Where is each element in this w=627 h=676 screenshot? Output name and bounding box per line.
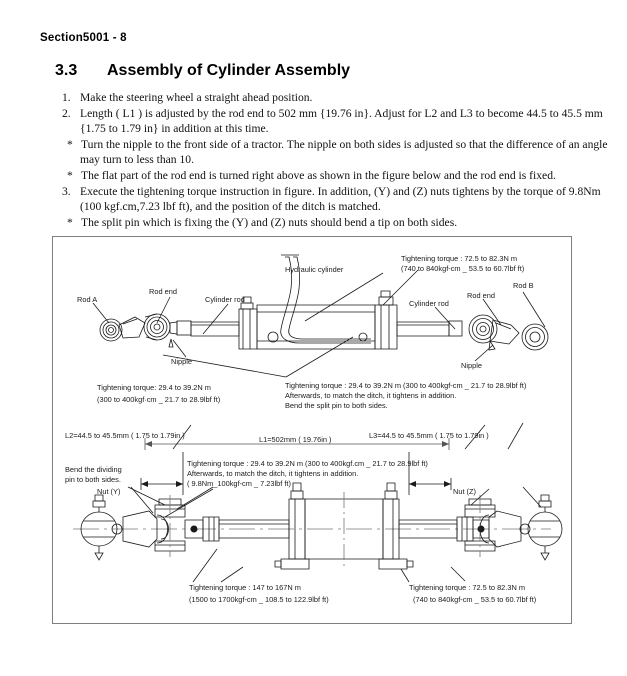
list-text: Length ( L1 ) is adjusted by the rod end to 502 mm {19.76 in}. Adjust for L2 and L3 to become 44.5 to 45.5 mm [80, 106, 603, 120]
torque-note-lower-left-line2: (1500 to 1700kgf-cm _ 108.5 to 122.9lbf ft) [189, 595, 329, 604]
torque-note-lower-left-line1: Tightening torque : 147 to 167N m [189, 583, 301, 592]
dimension-l2: L2=44.5 to 45.5mm ( 1.75 to 1.79in ) [65, 431, 185, 440]
torque-note-upper-mid-line1: Tightening torque : 29.4 to 39.2N m (300 to 400kgf-cm _ 21.7 to 28.9lbf ft) [285, 381, 527, 390]
list-text: The split pin which is fixing the (Y) and (Z) nuts should bend a tip on both sides. [81, 215, 458, 229]
torque-note-lower-mid-line3: ( 9.8Nm_100kgf-cm _ 7.23lbf ft) [187, 479, 291, 488]
label-nipple-left: Nipple [171, 357, 192, 366]
label-nut-z: Nut (Z) [453, 487, 476, 496]
torque-note-upper-right-line2: (740 to 840kgf-cm _ 53.5 to 60.7lbf ft) [401, 264, 525, 273]
list-marker: * [67, 168, 73, 182]
torque-note-lower-mid-line2: Afterwards, to match the ditch, it tightens in addition. [187, 469, 359, 478]
label-rod-a: Rod A [77, 295, 98, 304]
list-marker: 3. [62, 184, 71, 198]
list-item [62, 106, 618, 122]
torque-note-lower-right-line1: Tightening torque : 72.5 to 82.3N m [409, 583, 525, 592]
section-title-text: Assembly of Cylinder Assembly [107, 62, 351, 79]
page-header: Section5001 - 8 [40, 32, 127, 44]
dimension-l3: L3=44.5 to 45.5mm ( 1.75 to 1.79in ) [369, 431, 489, 440]
label-nut-y: Nut (Y) [97, 487, 121, 496]
torque-note-upper-mid-line3: Bend the split pin to both sides. [285, 401, 388, 410]
list-marker: 2. [62, 106, 71, 120]
torque-note-upper-left-line2: (300 to 400kgf·cm _ 21.7 to 28.9lbf ft) [97, 395, 221, 404]
list-item [62, 184, 618, 200]
label-cylinder-rod-left: Cylinder rod [205, 295, 245, 304]
instruction-list [62, 90, 618, 230]
list-item [62, 215, 618, 231]
list-item [62, 168, 618, 184]
list-item [62, 90, 618, 106]
list-text: Make the steering wheel a straight ahead position. [80, 91, 313, 104]
label-rod-end-left: Rod end [149, 287, 177, 296]
list-marker: * [67, 215, 73, 229]
label-rod-b: Rod B [513, 281, 534, 290]
torque-note-upper-left-line1: Tightening torque: 29.4 to 39.2N m [97, 383, 211, 392]
label-cylinder-rod-right: Cylinder rod [409, 299, 449, 308]
list-marker: * [67, 137, 73, 151]
label-hydraulic-cylinder: Hydraulic cylinder [285, 265, 344, 274]
dimension-l1: L1=502mm ( 19.76in ) [259, 435, 332, 444]
list-marker: 1. [62, 91, 71, 104]
list-text: The flat part of the rod end is turned right above as shown in the figure below and the rod end is fixed. [81, 168, 556, 182]
label-rod-end-right: Rod end [467, 291, 495, 300]
list-text: Turn the nipple to the front side of a tractor. The nipple on both sides is adjusted so that the difference of an angle [81, 137, 608, 151]
section-number: 3.3 [55, 62, 78, 79]
list-text-cont: {1.75 to 1.79 in} in addition at this time. [80, 122, 269, 136]
torque-note-upper-mid-line2: Afterwards, to match the ditch, it tightens in addition. [285, 391, 457, 400]
torque-note-upper-right-line1: Tightening torque : 72.5 to 82.3N m [401, 254, 517, 263]
torque-note-lower-right-line2: (740 to 840kgf-cm _ 53.5 to 60.7lbf ft) [413, 595, 537, 604]
page-title [55, 62, 575, 80]
torque-note-lower-mid-line1: Tightening torque : 29.4 to 39.2N m (300 to 400kgf.cm _ 21.7 to 28.9lbf ft) [187, 459, 428, 468]
list-text-cont: (100 kgf.cm,7.23 lbf ft), and the position of the ditch is matched. [80, 200, 381, 214]
list-text: Execute the tightening torque instruction in figure. In addition, (Y) and (Z) nuts tightens by the torque of 9.8Nm [80, 184, 601, 198]
list-text-cont: may turn to less than 10. [80, 153, 194, 167]
list-item [62, 137, 618, 153]
assembly-figure [52, 236, 572, 624]
bend-note-line1: Bend the dividing [65, 465, 122, 474]
bend-note-line2: pin to both sides. [65, 475, 121, 484]
label-nipple-right: Nipple [461, 361, 482, 370]
